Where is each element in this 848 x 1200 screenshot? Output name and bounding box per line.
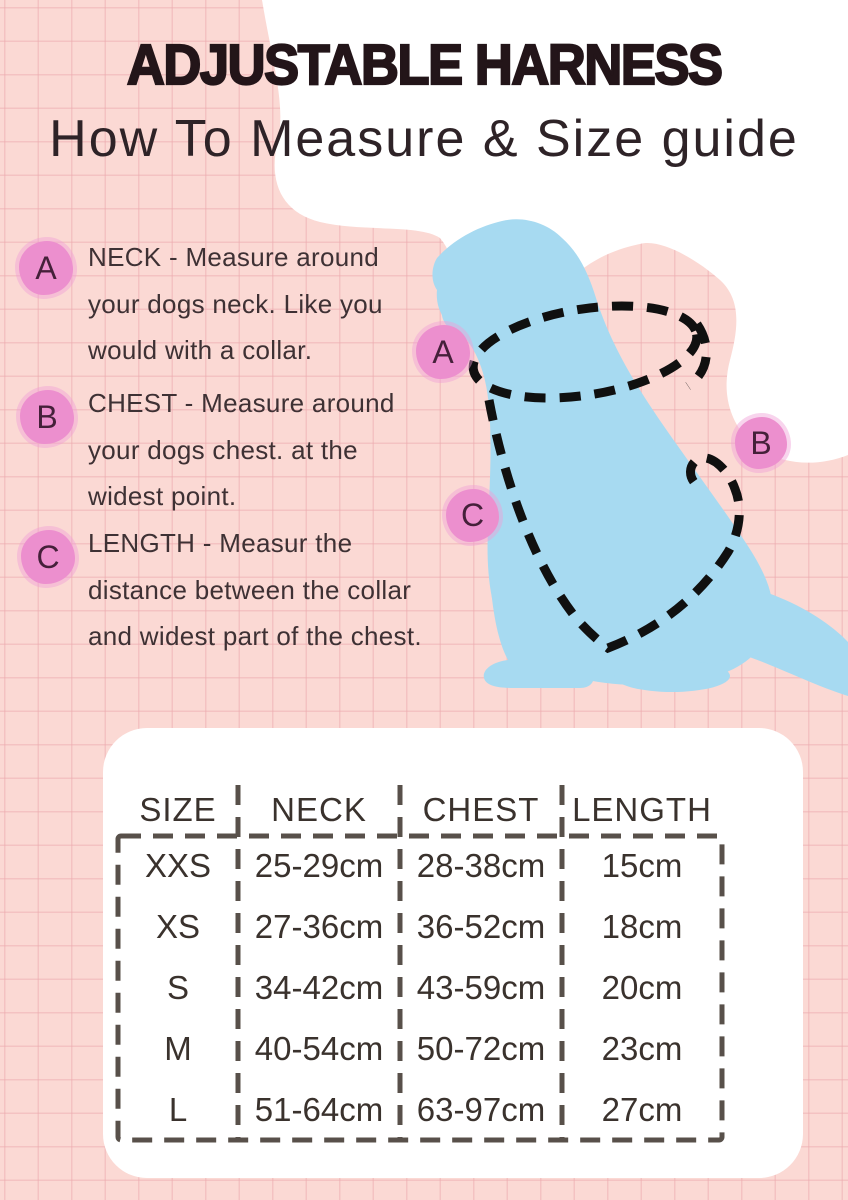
table-cell-l-length: 27cm <box>601 1090 683 1128</box>
diagram-marker-b-chest <box>735 417 787 469</box>
size-table <box>118 784 722 1140</box>
list-badge-c <box>21 530 75 584</box>
list-badge-b <box>20 390 74 444</box>
diagram-marker-c-letter: C <box>460 497 485 533</box>
table-cell-s-length: 20cm <box>601 968 683 1006</box>
instruction-chest-line1: CHEST - Measure around <box>88 388 395 418</box>
instruction-length-line1: LENGTH - Measur the <box>88 528 353 558</box>
table-cell-xs-neck: 27-36cm <box>254 908 384 946</box>
dog-hind-paw <box>614 660 730 692</box>
table-cell-m-length: 23cm <box>601 1029 683 1067</box>
table-cell-xxs-chest: 28-38cm <box>416 847 546 885</box>
size-table-header-neck: NECK <box>271 791 367 828</box>
dog-tail <box>730 588 848 696</box>
table-cell-xxs-length: 15cm <box>601 847 683 885</box>
table-cell-xxs-size: XXS <box>144 847 212 885</box>
table-cell-s-neck: 34-42cm <box>254 968 384 1006</box>
diagram-marker-a-letter: A <box>432 333 454 370</box>
table-cell-xs-chest: 36-52cm <box>416 908 546 946</box>
instruction-length-line2: distance between the collar <box>88 574 412 605</box>
instruction-length <box>88 520 478 660</box>
instruction-chest-line2: your dogs chest. at the <box>88 434 358 465</box>
list-badge-a <box>19 241 73 295</box>
table-cell-s-size: S <box>166 968 189 1006</box>
table-cell-l-size: L <box>168 1090 188 1128</box>
size-table-header-length: LENGTH <box>572 791 712 828</box>
instruction-neck-line1: NECK - Measure around <box>88 242 379 272</box>
instruction-chest-line3: widest point. <box>88 481 237 511</box>
diagram-marker-a-neck <box>416 325 470 379</box>
table-cell-m-neck: 40-54cm <box>254 1029 384 1067</box>
instruction-neck-line2: your dogs neck. Like you <box>88 288 383 319</box>
table-cell-l-chest: 63-97cm <box>416 1090 546 1128</box>
table-cell-xs-size: XS <box>155 908 201 946</box>
page-subtitle: How To Measure & Size guide <box>49 110 799 168</box>
size-table-panel <box>103 728 803 1178</box>
neck-loop-curl <box>688 324 706 386</box>
page-title: ADJUSTABLE HARNESS <box>126 33 722 97</box>
instruction-chest <box>88 380 478 520</box>
list-badge-b-letter: B <box>36 398 58 435</box>
list-badge-a-letter: A <box>35 249 57 286</box>
diagram-marker-c-length <box>446 489 499 542</box>
instruction-length-line3: and widest part of the chest. <box>88 621 422 651</box>
table-cell-xxs-neck: 25-29cm <box>254 847 384 885</box>
table-cell-m-size: M <box>164 1029 192 1067</box>
diagram-marker-b-letter: B <box>750 424 772 461</box>
list-badge-c-letter: C <box>36 538 60 575</box>
table-cell-l-neck: 51-64cm <box>254 1090 384 1128</box>
table-cell-m-chest: 50-72cm <box>416 1029 546 1067</box>
size-table-header-size: SIZE <box>139 791 217 828</box>
table-cell-xs-length: 18cm <box>601 908 683 946</box>
table-cell-s-chest: 43-59cm <box>416 968 546 1006</box>
instruction-neck-line3: would with a collar. <box>88 335 313 365</box>
size-table-header-chest: CHEST <box>422 791 540 828</box>
